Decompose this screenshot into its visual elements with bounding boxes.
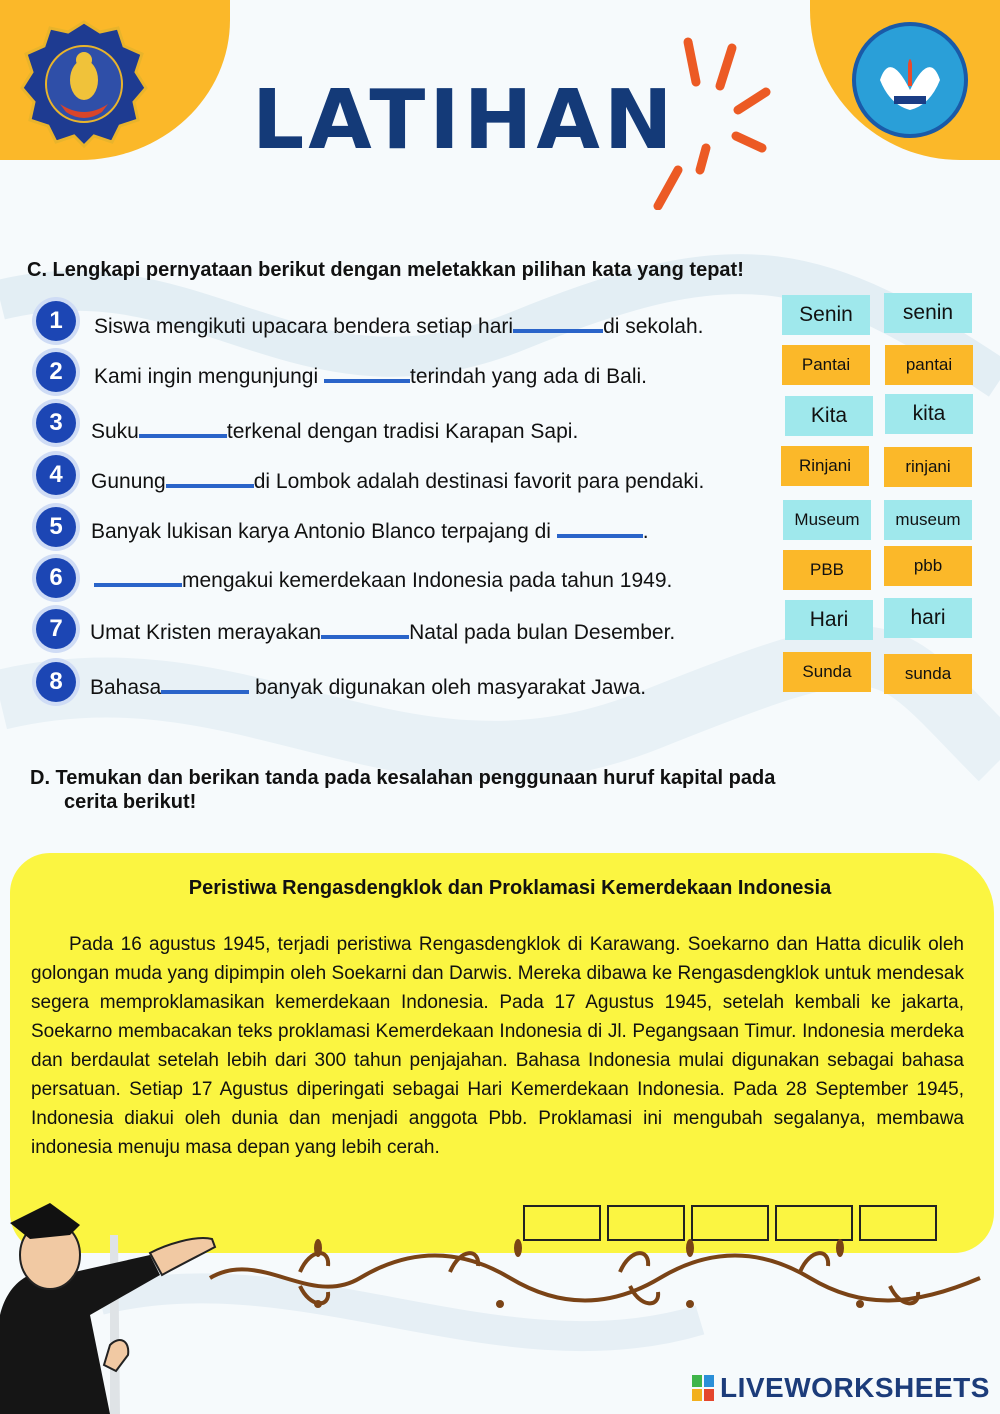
word-chip-senin-capital[interactable]: Senin <box>782 295 870 335</box>
sentence-2 <box>94 359 647 390</box>
sentence-3-before: Suku <box>91 420 139 443</box>
answer-box[interactable] <box>523 1205 601 1241</box>
section-d-heading-line2: cerita berikut! <box>64 791 197 813</box>
word-chip-pbb-capital[interactable]: PBB <box>783 550 871 590</box>
page-title: LATIHAN <box>252 73 677 168</box>
word-chip-sunda-capital[interactable]: Sunda <box>783 652 871 692</box>
answer-box[interactable] <box>691 1205 769 1241</box>
liveworksheets-logo-icon <box>692 1375 714 1401</box>
word-chip-pbb-lower[interactable]: pbb <box>884 546 972 586</box>
answer-blank-6[interactable] <box>94 563 182 587</box>
sentence-5-before: Banyak lukisan karya Antonio Blanco terpajang di <box>91 520 557 543</box>
sentence-6-after: mengakui kemerdekaan Indonesia pada tahun 1949. <box>182 569 673 592</box>
sentence-4 <box>91 464 704 495</box>
sentence-1 <box>94 309 703 340</box>
item-number-badge: 8 <box>36 662 76 702</box>
sentence-5 <box>91 514 649 545</box>
word-chip-hari-capital[interactable]: Hari <box>785 600 873 640</box>
item-number-badge: 5 <box>36 507 76 547</box>
item-number-badge: 6 <box>36 558 76 598</box>
word-chip-hari-lower[interactable]: hari <box>884 598 972 638</box>
sentence-2-before: Kami ingin mengunjungi <box>94 365 324 388</box>
liveworksheets-footer <box>692 1372 990 1404</box>
answer-box[interactable] <box>607 1205 685 1241</box>
word-chip-senin-lower[interactable]: senin <box>884 293 972 333</box>
answer-blank-7[interactable] <box>321 615 409 639</box>
word-chip-kita-lower[interactable]: kita <box>885 394 973 434</box>
pointing-figure-illustration <box>0 1195 235 1414</box>
word-chip-museum-capital[interactable]: Museum <box>783 500 871 540</box>
sentence-7-after: Natal pada bulan Desember. <box>409 621 676 644</box>
sentence-4-before: Gunung <box>91 470 166 493</box>
word-chip-sunda-lower[interactable]: sunda <box>884 654 972 694</box>
answer-blank-4[interactable] <box>166 464 254 488</box>
sentence-7 <box>90 615 675 646</box>
story-title: Peristiwa Rengasdengklok dan Proklamasi Kemerdekaan Indonesia <box>188 877 832 899</box>
item-number-badge: 4 <box>36 455 76 495</box>
title-burst-decoration <box>640 30 790 210</box>
word-chip-rinjani-lower[interactable]: rinjani <box>884 447 972 487</box>
answer-blank-2[interactable] <box>324 359 410 383</box>
word-chip-pantai-capital[interactable]: Pantai <box>782 345 870 385</box>
sentence-3 <box>91 414 578 445</box>
answer-box-row <box>523 1205 937 1241</box>
sentence-4-after: di Lombok adalah destinasi favorit para pendaki. <box>253 470 705 493</box>
sentence-3-after: terkenal dengan tradisi Karapan Sapi. <box>226 420 579 443</box>
section-d-heading-line1: D. Temukan dan berikan tanda pada kesalahan penggunaan huruf kapital pada <box>30 767 776 789</box>
swirl-ornament <box>200 1238 990 1318</box>
tut-wuri-handayani-logo <box>850 20 970 140</box>
item-number-badge: 1 <box>36 301 76 341</box>
sentence-8-after: banyak digunakan oleh masyarakat Jawa. <box>249 676 647 699</box>
answer-box[interactable] <box>775 1205 853 1241</box>
word-chip-kita-capital[interactable]: Kita <box>785 396 873 436</box>
item-number-badge: 3 <box>36 403 76 443</box>
story-text[interactable]: Pada 16 agustus 1945, terjadi peristiwa Rengasdengklok di Karawang. Soekarno dan Hatta diculik oleh golongan muda yang dipimpin oleh Soekarni dan Darwis. Mereka dibawa ke Rengasdengklok untuk mendesak segera memproklamasikan kemerdekaan Indonesia. Pada 17 Agustus 1945, setelah kembali ke jakarta, Soekarno membacakan teks proklamasi Kemerdekaan Indonesia di Jl. Pegangsaan Timur. Indonesia merdeka dan berdaulat setelah lebih dari 300 tahun penjajahan. Bahasa Indonesia mulai digunakan sebagai bahasa persatuan. Setiap 17 Agustus diperingati sebagai Hari Kemerdekaan Indonesia. Pada 28 September 1945, Indonesia diakui oleh dunia dan menjadi anggota Pbb. Proklamasi ini mengubah segalanya, membawa indonesia menuju masa depan yang lebih cerah. <box>31 934 964 1158</box>
answer-blank-1[interactable] <box>513 309 603 333</box>
sentence-8-before: Bahasa <box>90 676 162 699</box>
section-c-heading: C. Lengkapi pernyataan berikut dengan meletakkan pilihan kata yang tepat! <box>27 259 744 281</box>
sentence-5-after: . <box>642 520 649 543</box>
section-d-heading <box>30 766 970 814</box>
answer-box[interactable] <box>859 1205 937 1241</box>
sentence-6 <box>94 563 672 594</box>
liveworksheets-brand: LIVEWORKSHEETS <box>720 1372 990 1403</box>
sentence-7-before: Umat Kristen merayakan <box>90 621 322 644</box>
item-number-badge: 7 <box>36 609 76 649</box>
sentence-1-before: Siswa mengikuti upacara bendera setiap hari <box>94 315 514 338</box>
answer-blank-8[interactable] <box>161 670 249 694</box>
word-chip-rinjani-capital[interactable]: Rinjani <box>781 446 869 486</box>
sentence-1-after: di sekolah. <box>603 315 704 338</box>
word-chip-museum-lower[interactable]: museum <box>884 500 972 540</box>
undiksha-logo <box>20 20 148 148</box>
sentence-8 <box>90 670 646 701</box>
answer-blank-3[interactable] <box>139 414 227 438</box>
answer-blank-5[interactable] <box>557 514 643 538</box>
word-chip-pantai-lower[interactable]: pantai <box>885 345 973 385</box>
item-number-badge: 2 <box>36 352 76 392</box>
sentence-2-after: terindah yang ada di Bali. <box>409 365 647 388</box>
